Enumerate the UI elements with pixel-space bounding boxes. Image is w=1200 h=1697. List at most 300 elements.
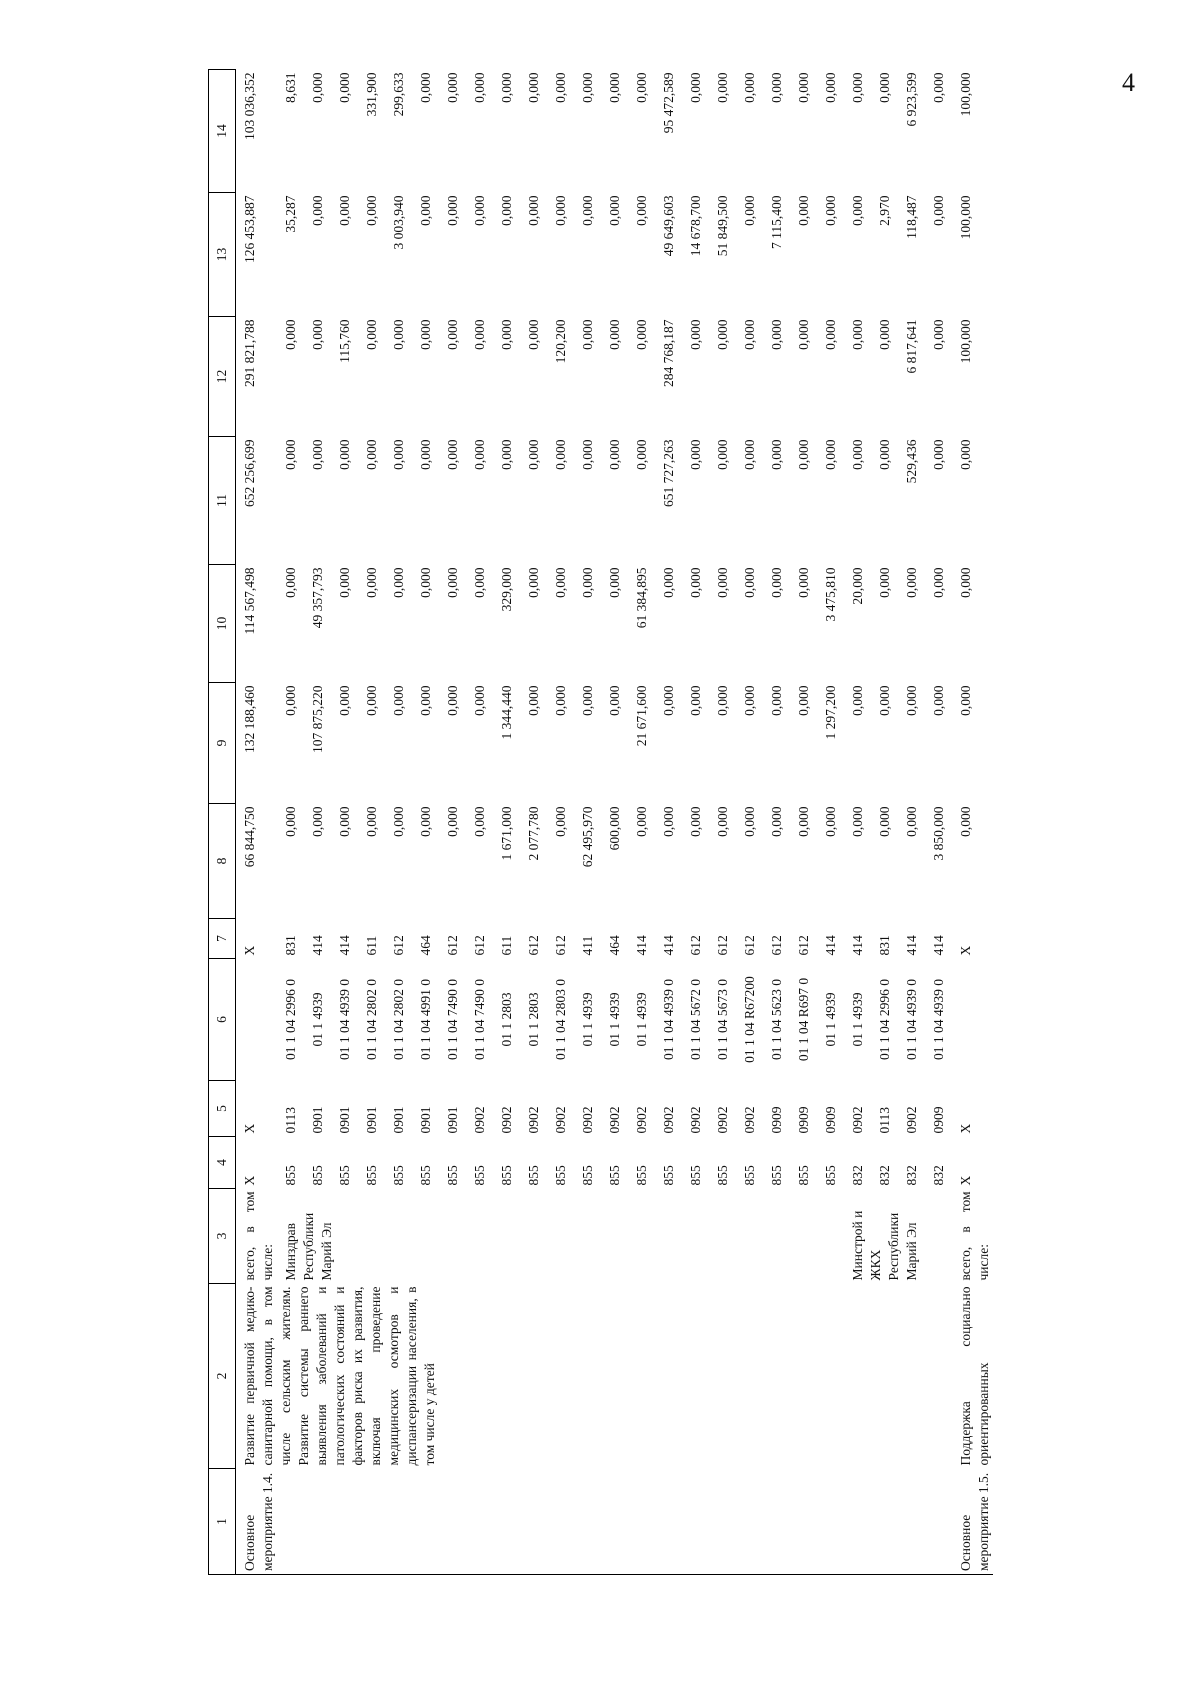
csr-code: 01 1 4939	[310, 992, 325, 1047]
row-value: 0,000	[715, 685, 730, 716]
section-total-row	[236, 70, 278, 1575]
vr-code: 612	[742, 935, 757, 956]
row-value: 0,000	[553, 72, 568, 103]
vr-code: 414	[850, 935, 865, 956]
rzpr-code: 0901	[337, 1106, 352, 1134]
total-value: 103 036,352	[242, 72, 257, 140]
row-value: 49 357,793	[310, 567, 325, 629]
rzpr-code: 0901	[391, 1106, 406, 1134]
rzpr-code: 0113	[877, 1107, 892, 1134]
col-number: 5	[209, 1081, 236, 1137]
row-value: 0,000	[283, 319, 298, 350]
vr-code: 414	[823, 935, 838, 956]
col-number: 6	[209, 959, 236, 1081]
row-value: 14 678,700	[688, 195, 703, 257]
total-vr: X	[242, 945, 257, 956]
row-value: 0,000	[742, 72, 757, 103]
row-value: 0,000	[634, 72, 649, 103]
row-value: 0,000	[580, 72, 595, 103]
csr-code: 01 1 4939	[580, 992, 595, 1047]
row-value: 61 384,895	[634, 567, 649, 629]
row-value: 0,000	[310, 806, 325, 837]
col-number: 2	[209, 1284, 236, 1469]
csr-code: 01 1 04 2802 0	[391, 979, 406, 1060]
row-value: 0,000	[580, 319, 595, 350]
row-value: 95 472,589	[661, 72, 676, 134]
row-value: 0,000	[742, 319, 757, 350]
row-value: 0,000	[742, 439, 757, 470]
row-value: 0,000	[877, 439, 892, 470]
rzpr-code: 0901	[445, 1106, 460, 1134]
vr-code: 612	[526, 935, 541, 956]
row-value: 0,000	[499, 439, 514, 470]
grbs-code: 855	[391, 1165, 406, 1186]
row-value: 0,000	[391, 685, 406, 716]
csr-code: 01 1 04 2996 0	[877, 979, 892, 1060]
row-value: 0,000	[580, 195, 595, 226]
row-value: 107 875,220	[310, 685, 325, 753]
total-value: 100,000	[958, 195, 973, 240]
row-value: 0,000	[283, 806, 298, 837]
vr-code: 831	[877, 935, 892, 956]
row-value: 0,000	[472, 319, 487, 350]
csr-code: 01 1 04 R67200	[742, 976, 757, 1063]
row-value: 0,000	[418, 439, 433, 470]
row-value: 0,000	[904, 567, 919, 598]
rzpr-code: 0902	[499, 1106, 514, 1134]
row-value: 0,000	[445, 806, 460, 837]
row-value: 0,000	[796, 806, 811, 837]
col-number: 7	[209, 919, 236, 959]
row-value: 6 817,641	[904, 319, 919, 374]
row-value: 0,000	[553, 439, 568, 470]
grbs-code: 855	[742, 1165, 757, 1186]
vr-code: 464	[607, 935, 622, 956]
row-value: 651 727,263	[661, 439, 676, 507]
csr-code: 01 1 04 7490 0	[445, 979, 460, 1060]
row-value: 0,000	[607, 72, 622, 103]
total-value: 652 256,699	[242, 439, 257, 507]
row-value: 0,000	[337, 806, 352, 837]
col-number: 4	[209, 1137, 236, 1189]
row-value: 0,000	[742, 567, 757, 598]
row-value: 0,000	[742, 806, 757, 837]
vr-code: 611	[364, 935, 379, 956]
table-body	[236, 70, 994, 1575]
col-number: 14	[209, 70, 236, 193]
row-value: 0,000	[715, 567, 730, 598]
row-value: 0,000	[310, 439, 325, 470]
row-value: 0,000	[499, 72, 514, 103]
row-value: 0,000	[877, 319, 892, 350]
row-value: 0,000	[499, 319, 514, 350]
total-vr: X	[958, 945, 973, 956]
vr-code: 414	[337, 935, 352, 956]
row-value: 0,000	[634, 195, 649, 226]
row-value: 0,000	[796, 319, 811, 350]
row-value: 0,000	[445, 195, 460, 226]
row-value: 0,000	[607, 319, 622, 350]
grbs-code: 855	[445, 1165, 460, 1186]
total-value: 0,000	[958, 685, 973, 716]
csr-code: 01 1 4939	[850, 992, 865, 1047]
rzpr-code: 0902	[904, 1106, 919, 1134]
row-value: 0,000	[310, 195, 325, 226]
rzpr-code: 0901	[310, 1106, 325, 1134]
row-value: 0,000	[850, 72, 865, 103]
row-value: 0,000	[607, 439, 622, 470]
grbs-code: 855	[526, 1165, 541, 1186]
row-value: 0,000	[472, 567, 487, 598]
total-grbs: X	[958, 1175, 973, 1186]
rzpr-code: 0902	[472, 1106, 487, 1134]
total-value: 66 844,750	[242, 806, 257, 868]
row-value: 0,000	[688, 319, 703, 350]
row-value: 0,000	[445, 685, 460, 716]
vr-code: 612	[688, 935, 703, 956]
total-value: 0,000	[958, 567, 973, 598]
vr-code: 612	[715, 935, 730, 956]
row-value: 1 297,200	[823, 685, 838, 740]
col-number: 12	[209, 317, 236, 437]
row-value: 0,000	[931, 439, 946, 470]
row-value: 0,000	[850, 439, 865, 470]
row-value: 0,000	[688, 806, 703, 837]
total-label: всего, в том числе:	[242, 1191, 275, 1281]
row-value: 0,000	[337, 685, 352, 716]
rzpr-code: 0902	[850, 1106, 865, 1134]
grbs-code: 855	[661, 1165, 676, 1186]
row-value: 0,000	[607, 567, 622, 598]
row-value: 0,000	[472, 195, 487, 226]
grbs-code: 832	[850, 1165, 865, 1186]
row-value: 118,487	[904, 195, 919, 239]
total-grbs: X	[242, 1175, 257, 1186]
grbs-code: 855	[823, 1165, 838, 1186]
row-value: 0,000	[688, 439, 703, 470]
total-value: 100,000	[958, 319, 973, 364]
row-value: 35,287	[283, 195, 298, 233]
grbs-code: 855	[283, 1165, 298, 1186]
row-value: 0,000	[796, 685, 811, 716]
row-value: 0,000	[391, 319, 406, 350]
grbs-code: 855	[310, 1165, 325, 1186]
rzpr-code: 0901	[418, 1106, 433, 1134]
total-value: 100,000	[958, 72, 973, 117]
row-value: 0,000	[364, 319, 379, 350]
grbs-code: 855	[769, 1165, 784, 1186]
row-value: 0,000	[850, 195, 865, 226]
row-value: 0,000	[526, 319, 541, 350]
responsible-executor: Минстрой и ЖКХ Республики Марий Эл	[850, 1210, 919, 1281]
total-value: 0,000	[958, 439, 973, 470]
row-value: 0,000	[931, 567, 946, 598]
row-value: 0,000	[364, 685, 379, 716]
grbs-code: 855	[796, 1165, 811, 1186]
measure-number: Основное мероприятие 1.4.	[236, 1469, 953, 1575]
row-value: 0,000	[634, 439, 649, 470]
rzpr-code: 0902	[634, 1106, 649, 1134]
row-value: 0,000	[796, 439, 811, 470]
row-value: 529,436	[904, 439, 919, 484]
csr-code: 01 1 04 4939 0	[931, 979, 946, 1060]
row-value: 0,000	[553, 567, 568, 598]
row-value: 3 003,940	[391, 195, 406, 250]
grbs-code: 832	[904, 1165, 919, 1186]
row-value: 0,000	[742, 685, 757, 716]
row-value: 1 671,000	[499, 806, 514, 861]
total-csr	[236, 959, 278, 1081]
grbs-code: 855	[337, 1165, 352, 1186]
row-value: 0,000	[850, 685, 865, 716]
row-value: 0,000	[499, 195, 514, 226]
csr-code: 01 1 04 4939 0	[661, 979, 676, 1060]
row-value: 0,000	[580, 685, 595, 716]
row-value: 21 671,600	[634, 685, 649, 747]
row-value: 0,000	[364, 195, 379, 226]
rzpr-code: 0902	[607, 1106, 622, 1134]
row-value: 0,000	[418, 195, 433, 226]
vr-code: 612	[472, 935, 487, 956]
row-value: 0,000	[823, 439, 838, 470]
csr-code: 01 1 04 2996 0	[283, 979, 298, 1060]
row-value: 284 768,187	[661, 319, 676, 387]
row-value: 0,000	[283, 439, 298, 470]
row-value: 120,200	[553, 319, 568, 364]
measure-title: Поддержка социально ориентированных	[958, 1286, 991, 1466]
row-value: 0,000	[526, 195, 541, 226]
row-value: 0,000	[337, 72, 352, 103]
row-value: 0,000	[418, 806, 433, 837]
row-value: 0,000	[823, 319, 838, 350]
row-value: 1 344,440	[499, 685, 514, 740]
csr-code: 01 1 04 4939 0	[904, 979, 919, 1060]
csr-code: 01 1 04 5623 0	[769, 979, 784, 1060]
row-value: 0,000	[337, 195, 352, 226]
row-value: 0,000	[715, 806, 730, 837]
row-value: 0,000	[769, 806, 784, 837]
row-value: 0,000	[364, 567, 379, 598]
row-value: 0,000	[472, 72, 487, 103]
row-value: 0,000	[553, 195, 568, 226]
csr-code: 01 1 04 4991 0	[418, 979, 433, 1060]
col-number: 3	[209, 1189, 236, 1284]
row-value: 8,631	[283, 72, 298, 103]
row-value: 0,000	[553, 806, 568, 837]
row-value: 0,000	[688, 685, 703, 716]
vr-code: 414	[634, 935, 649, 956]
grbs-code: 855	[580, 1165, 595, 1186]
row-value: 0,000	[877, 72, 892, 103]
row-value: 0,000	[526, 685, 541, 716]
col-number: 11	[209, 437, 236, 565]
grbs-code: 855	[607, 1165, 622, 1186]
csr-code: 01 1 4939	[634, 992, 649, 1047]
row-value: 0,000	[715, 72, 730, 103]
rzpr-code: 0909	[796, 1106, 811, 1134]
row-value: 0,000	[418, 72, 433, 103]
row-value: 0,000	[796, 195, 811, 226]
row-value: 20,000	[850, 567, 865, 605]
row-value: 329,000	[499, 567, 514, 612]
row-value: 0,000	[661, 567, 676, 598]
vr-code: 411	[580, 935, 595, 956]
vr-code: 831	[283, 935, 298, 956]
row-value: 62 495,970	[580, 806, 595, 868]
grbs-code: 832	[931, 1165, 946, 1186]
row-value: 0,000	[283, 685, 298, 716]
rzpr-code: 0902	[526, 1106, 541, 1134]
row-value: 0,000	[445, 319, 460, 350]
csr-code: 01 1 04 7490 0	[472, 979, 487, 1060]
rzpr-code: 0902	[580, 1106, 595, 1134]
row-value: 0,000	[904, 685, 919, 716]
row-value: 0,000	[364, 439, 379, 470]
row-value: 0,000	[850, 319, 865, 350]
total-csr	[952, 959, 993, 1081]
vr-code: 611	[499, 935, 514, 956]
row-value: 0,000	[418, 567, 433, 598]
budget-table	[208, 69, 993, 1575]
row-value: 0,000	[742, 195, 757, 226]
row-value: 0,000	[904, 806, 919, 837]
vr-code: 612	[796, 935, 811, 956]
row-value: 299,633	[391, 72, 406, 117]
row-value: 3 850,000	[931, 806, 946, 861]
row-value: 0,000	[445, 72, 460, 103]
rzpr-code: 0902	[742, 1106, 757, 1134]
rzpr-code: 0113	[283, 1107, 298, 1134]
rotated-table-wrapper	[208, 70, 1200, 1575]
csr-code: 01 1 04 4939 0	[337, 979, 352, 1060]
row-value: 0,000	[715, 439, 730, 470]
vr-code: 414	[931, 935, 946, 956]
row-value: 600,000	[607, 806, 622, 851]
responsible-executor: Минздрав Республики Марий Эл	[283, 1212, 334, 1281]
row-value: 0,000	[418, 685, 433, 716]
row-value: 51 849,500	[715, 195, 730, 257]
csr-code: 01 1 4939	[607, 992, 622, 1047]
measure-number: Основное мероприятие 1.5.	[952, 1469, 993, 1575]
rzpr-code: 0902	[688, 1106, 703, 1134]
row-value: 0,000	[553, 685, 568, 716]
rzpr-code: 0909	[823, 1106, 838, 1134]
grbs-code: 855	[688, 1165, 703, 1186]
grbs-code: 855	[715, 1165, 730, 1186]
row-value: 2 077,780	[526, 806, 541, 861]
csr-code: 01 1 04 R697 0	[796, 977, 811, 1062]
row-value: 0,000	[445, 567, 460, 598]
total-value: 291 821,788	[242, 319, 257, 387]
row-value: 0,000	[526, 567, 541, 598]
total-label: всего, в том числе:	[958, 1191, 991, 1281]
row-value: 0,000	[931, 195, 946, 226]
row-value: 0,000	[337, 439, 352, 470]
row-value: 0,000	[877, 806, 892, 837]
csr-code: 01 1 04 5672 0	[688, 979, 703, 1060]
row-value: 2,970	[877, 195, 892, 226]
col-number: 13	[209, 193, 236, 317]
total-rzpr: X	[242, 1123, 257, 1134]
total-value: 114 567,498	[242, 567, 257, 635]
row-value: 0,000	[310, 72, 325, 103]
vr-code: 414	[904, 935, 919, 956]
row-value: 0,000	[580, 439, 595, 470]
row-value: 0,000	[634, 806, 649, 837]
csr-code: 01 1 2803	[499, 992, 514, 1047]
grbs-code: 832	[877, 1165, 892, 1186]
row-value: 0,000	[661, 806, 676, 837]
csr-code: 01 1 04 2803 0	[553, 979, 568, 1060]
row-value: 0,000	[634, 319, 649, 350]
row-value: 0,000	[931, 319, 946, 350]
vr-code: 464	[418, 935, 433, 956]
row-value: 0,000	[391, 806, 406, 837]
row-value: 0,000	[418, 319, 433, 350]
rzpr-code: 0902	[661, 1106, 676, 1134]
rzpr-code: 0909	[931, 1106, 946, 1134]
grbs-code: 855	[499, 1165, 514, 1186]
row-value: 0,000	[580, 567, 595, 598]
section-total-row	[952, 70, 993, 1575]
csr-code: 01 1 2803	[526, 992, 541, 1047]
row-value: 0,000	[364, 806, 379, 837]
grbs-code: 855	[553, 1165, 568, 1186]
grbs-code: 855	[418, 1165, 433, 1186]
rzpr-code: 0901	[364, 1106, 379, 1134]
row-value: 0,000	[823, 806, 838, 837]
csr-code: 01 1 4939	[823, 992, 838, 1047]
total-rzpr: X	[958, 1123, 973, 1134]
row-value: 0,000	[796, 567, 811, 598]
row-value: 0,000	[769, 439, 784, 470]
vr-code: 414	[310, 935, 325, 956]
total-value: 0,000	[958, 806, 973, 837]
row-value: 0,000	[472, 685, 487, 716]
row-value: 0,000	[526, 439, 541, 470]
row-value: 0,000	[877, 567, 892, 598]
col-number: 1	[209, 1469, 236, 1575]
row-value: 115,760	[337, 319, 352, 363]
row-value: 0,000	[850, 806, 865, 837]
row-value: 0,000	[769, 685, 784, 716]
row-value: 0,000	[391, 567, 406, 598]
rzpr-code: 0902	[553, 1106, 568, 1134]
vr-code: 414	[661, 935, 676, 956]
row-value: 0,000	[472, 439, 487, 470]
grbs-code: 855	[634, 1165, 649, 1186]
row-value: 7 115,400	[769, 195, 784, 249]
page-number: 4	[1122, 68, 1135, 97]
row-value: 0,000	[337, 567, 352, 598]
rzpr-code: 0909	[769, 1106, 784, 1134]
row-value: 3 475,810	[823, 567, 838, 622]
vr-code: 612	[553, 935, 568, 956]
rzpr-code: 0902	[715, 1106, 730, 1134]
row-value: 0,000	[769, 567, 784, 598]
csr-code: 01 1 04 5673 0	[715, 979, 730, 1060]
row-value: 0,000	[472, 806, 487, 837]
column-number-row	[209, 70, 236, 1575]
row-value: 0,000	[931, 72, 946, 103]
total-value: 132 188,460	[242, 685, 257, 753]
measure-title: Развитие первичной медико-санитарной помощи, в том числе сельским жителям. Развитие системы раннего выявления заболеваний и патологических состояний и факторов риска их развития, включая проведение медицинских осмотров и диспансеризации населения, в том числе у детей	[242, 1286, 437, 1466]
row-value: 331,900	[364, 72, 379, 117]
row-value: 0,000	[445, 439, 460, 470]
total-value: 126 453,887	[242, 195, 257, 263]
row-value: 0,000	[310, 319, 325, 350]
row-value: 49 649,603	[661, 195, 676, 257]
